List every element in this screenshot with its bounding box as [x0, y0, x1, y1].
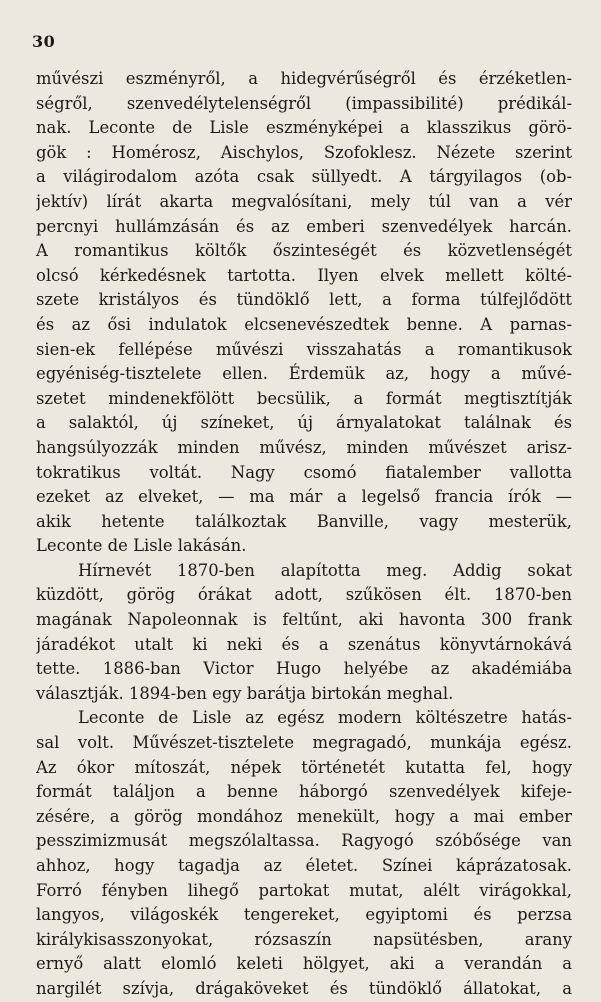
text-line: szetet mindenekfölött becsülik, a formát megtisztítják	[36, 388, 572, 408]
text-line: A romantikus költők őszinteségét és közvetlenségét	[36, 241, 572, 261]
text-line: percnyi hullámzásán és az emberi szenvedélyek harcán.	[36, 216, 572, 236]
text-line: zésére, a görög mondához menekült, hogy a mai ember	[36, 806, 572, 826]
text-line: Leconte de Lisle lakásán.	[36, 536, 247, 556]
text-line: járadékot utalt ki neki és a szenátus könyvtárnokává	[36, 634, 572, 654]
text-line: és az ősi indulatok elcsenevészedtek benne. A parnas-	[36, 314, 572, 334]
page-number: 30	[32, 32, 56, 51]
text-line: sal volt. Művészet-tisztelete megragadó, munkája egész.	[36, 733, 572, 753]
text-line: gök : Homérosz, Aischylos, Szofoklesz. Nézete szerint	[36, 142, 572, 162]
text-line: ernyő alatt elomló keleti hölgyet, aki a verandán a	[36, 954, 572, 974]
text-line: nargilét szívja, drágaköveket és tündöklő állatokat, a	[36, 978, 572, 998]
body-text	[36, 67, 572, 1002]
text-line: Az ókor mítoszát, népek történetét kutatta fel, hogy	[36, 757, 572, 777]
text-line: formát találjon a benne háborgó szenvedélyek kifeje-	[36, 782, 572, 802]
text-line: olcsó kérkedésnek tartotta. Ilyen elvek mellett költé-	[36, 265, 572, 285]
text-line: a világirodalom azóta csak süllyedt. A tárgyilagos (ob-	[36, 167, 572, 187]
text-line: tokratikus voltát. Nagy csomó fiatalember vallotta	[36, 462, 572, 482]
text-line: ezeket az elveket, — ma már a legelső francia írók —	[36, 487, 572, 507]
text-line: akik hetente találkoztak Banville, vagy mesterük,	[36, 511, 572, 531]
text-line: Forró fényben lihegő partokat mutat, alélt virágokkal,	[36, 880, 572, 900]
text-line: sien-ek fellépése művészi visszahatás a romantikusok	[36, 339, 572, 359]
text-line: küzdött, görög órákat adott, szűkösen élt. 1870-ben	[36, 585, 572, 605]
text-line: jektív) lírát akarta megvalósítani, mely túl van a vér	[36, 191, 572, 211]
text-line: tette. 1886-ban Victor Hugo helyébe az akadémiába	[36, 659, 572, 679]
text-line: szete kristályos és tündöklő lett, a forma túlfejlődött	[36, 290, 572, 310]
text-line: pesszimizmusát megszólaltassa. Ragyogó szóbősége van	[36, 831, 572, 851]
text-line: langyos, világoskék tengereket, egyiptomi és perzsa	[36, 905, 572, 925]
text-line: Hírnevét 1870-ben alapította meg. Addig sokat	[78, 560, 572, 580]
text-line: ahhoz, hogy tagadja az életet. Színei káprázatosak.	[36, 856, 572, 875]
text-line: ségről, szenvedélytelenségről (impassibilité) prédikál-	[36, 93, 572, 113]
text-line: választják. 1894-ben egy barátja birtokán meghal.	[36, 683, 454, 703]
text-line: egyéniség-tisztelete ellen. Érdemük az, hogy a művé-	[36, 364, 572, 384]
text-line: Leconte de Lisle az egész modern költészetre hatás-	[78, 708, 572, 728]
text-line: a salaktól, új színeket, új árnyalatokat találnak és	[36, 413, 572, 433]
text-line: magának Napoleonnak is feltűnt, aki havonta 300 frank	[36, 610, 572, 630]
text-line: nak. Leconte de Lisle eszményképei a klasszikus görö-	[36, 118, 572, 138]
text-line: hangsúlyozzák minden művész, minden művészet arisz-	[36, 437, 572, 457]
text-line: művészi eszményről, a hidegvérűségről és érzéketlen-	[36, 69, 572, 88]
text-line: királykisasszonyokat, rózsaszín napsütésben, arany	[36, 929, 572, 949]
